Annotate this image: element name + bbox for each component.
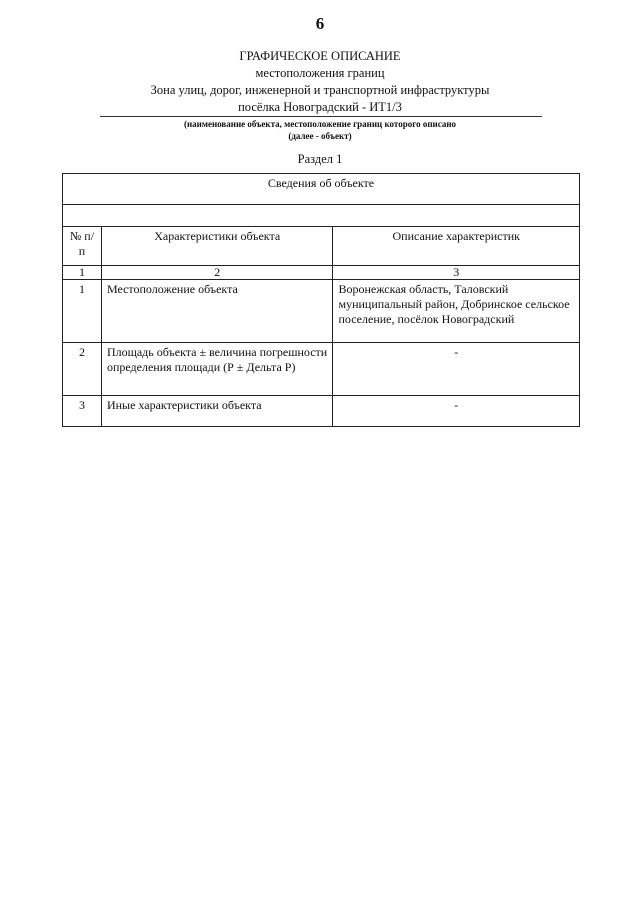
table-spacer-cell [63,205,580,227]
column-number-row [63,266,580,280]
table-caption-row [63,174,580,205]
document-subtitle: местоположения границ [255,66,385,80]
document-title: ГРАФИЧЕСКОЕ ОПИСАНИЕ [239,49,401,63]
table-caption: Сведения об объекте [63,174,580,205]
column-number: 2 [101,266,333,280]
table-row [63,396,580,427]
row-description: - [333,343,580,396]
page-number: 6 [315,14,325,33]
header-characteristics: Характеристики объекта [101,227,333,266]
table-header-row [63,227,580,266]
zone-name-line2: посёлка Новоградский - ИТ1/3 [238,100,402,114]
header-description: Описание характеристик [333,227,580,266]
underline-rule [100,116,542,117]
column-number: 3 [333,266,580,280]
rule-caption-line1: (наименование объекта, местоположение границ которого описано [183,119,457,129]
table-row [63,343,580,396]
row-description: - [333,396,580,427]
row-num: 3 [63,396,102,427]
row-characteristic: Иные характеристики объекта [101,396,333,427]
header-num: № п/п [63,227,102,266]
table-spacer-row [63,205,580,227]
row-characteristic: Площадь объекта ± величина погрешности определения площади (Р ± Дельта Р) [101,343,333,396]
row-characteristic: Местоположение объекта [101,280,333,343]
row-num: 2 [63,343,102,396]
rule-caption-line2: (далее - объект) [288,131,352,141]
row-num: 1 [63,280,102,343]
zone-name-line1: Зона улиц, дорог, инженерной и транспортной инфраструктуры [150,83,490,97]
column-number: 1 [63,266,102,280]
object-info-table [62,173,580,427]
table-row [63,280,580,343]
document-header [60,48,580,116]
section-title: Раздел 1 [297,152,343,166]
rule-caption [60,118,580,142]
row-description: Воронежская область, Таловский муниципальный район, Добринское сельское поселение, посёлок Новоградский [333,280,580,343]
